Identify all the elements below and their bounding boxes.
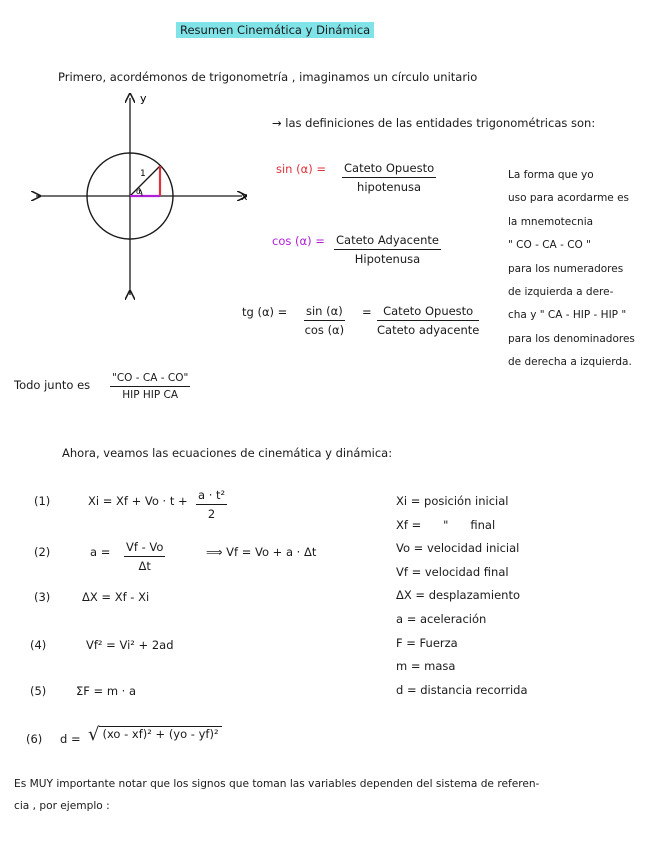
closing-line: cia , por ejemplo : bbox=[14, 800, 110, 812]
eq2-fraction bbox=[124, 540, 165, 573]
mnemonic-line: " CO - CA - CO " bbox=[508, 239, 591, 252]
eq1-numerator: a · t² bbox=[196, 488, 227, 505]
sin-fraction bbox=[342, 161, 436, 194]
tg-equals: = bbox=[362, 305, 372, 319]
equation-number: (4) bbox=[30, 638, 47, 652]
legend-item: d = distancia recorrida bbox=[396, 682, 528, 697]
todo-junto-fraction bbox=[110, 372, 190, 401]
mnemonic-line: para los numeradores bbox=[508, 262, 624, 275]
mnemonic-line: la mnemotecnia bbox=[508, 215, 594, 228]
equation-4: Vf² = Vi² + 2ad bbox=[86, 638, 174, 652]
sin-numerator: Cateto Opuesto bbox=[342, 161, 436, 178]
todo-junto-label: Todo junto es bbox=[14, 378, 91, 392]
legend-item: Vf = velocidad final bbox=[396, 564, 509, 579]
equation-number: (6) bbox=[26, 732, 43, 746]
tg-fraction-1 bbox=[304, 304, 345, 337]
equation-1: Xi = Xf + Vo · t + bbox=[88, 494, 188, 508]
mnemonic-line: para los denominadores bbox=[508, 332, 635, 345]
mnemonic-line: de derecha a izquierda. bbox=[508, 356, 632, 369]
tg-denominator-2: Cateto adyacente bbox=[377, 323, 480, 337]
tg-fraction-2 bbox=[377, 304, 479, 337]
legend-item: ΔX = desplazamiento bbox=[396, 588, 520, 603]
intro-text: Primero, acordémonos de trigonometría , imaginamos un círculo unitario bbox=[58, 70, 478, 84]
todo-junto-denominator: HIP HIP CA bbox=[122, 389, 179, 401]
equation-2: a = bbox=[90, 545, 111, 559]
eq2-denominator: Δt bbox=[138, 559, 151, 573]
sin-denominator: hipotenusa bbox=[357, 180, 422, 194]
equation-number: (5) bbox=[30, 684, 47, 698]
equation-5: ΣF = m · a bbox=[76, 684, 137, 698]
tg-numerator-1: sin (α) bbox=[304, 304, 345, 321]
equation-6: d = bbox=[60, 732, 81, 746]
equation-number: (1) bbox=[34, 494, 51, 508]
sin-lhs: sin (α) = bbox=[276, 162, 326, 176]
legend-item: a = aceleración bbox=[396, 611, 487, 626]
y-axis-label: y bbox=[140, 92, 147, 105]
cos-lhs: cos (α) = bbox=[272, 234, 325, 248]
variable-legend bbox=[396, 490, 528, 702]
legend-item: m = masa bbox=[396, 659, 456, 674]
legend-item: Xi = posición inicial bbox=[396, 494, 509, 508]
equation-number: (3) bbox=[34, 590, 51, 604]
eq1-fraction bbox=[196, 488, 227, 521]
unit-circle-diagram bbox=[30, 90, 260, 302]
todo-junto-numerator: "CO - CA - CO" bbox=[110, 372, 190, 387]
cos-fraction bbox=[334, 233, 441, 266]
equation-number: (2) bbox=[34, 545, 51, 559]
eq2-numerator: Vf - Vo bbox=[124, 540, 165, 557]
angle-label: α bbox=[136, 187, 142, 196]
mnemonic-block bbox=[508, 164, 635, 375]
x-axis-label: x bbox=[241, 190, 248, 203]
legend-item: F = Fuerza bbox=[396, 635, 458, 650]
mnemonic-line: de izquierda a dere- bbox=[508, 286, 614, 299]
cos-denominator: Hipotenusa bbox=[354, 252, 421, 266]
legend-item: Vo = velocidad inicial bbox=[396, 541, 520, 556]
eq6-radicand: (xo - xf)² + (yo - yf)² bbox=[99, 726, 221, 741]
tg-numerator-2: Cateto Opuesto bbox=[377, 304, 479, 321]
page-title: Resumen Cinemática y Dinámica bbox=[176, 22, 374, 38]
mnemonic-line: La forma que yo bbox=[508, 169, 594, 181]
definitions-intro: → las definiciones de las entidades trigonométricas son: bbox=[272, 116, 596, 130]
legend-item: Xf = " final bbox=[396, 517, 496, 532]
hypotenuse-label: 1 bbox=[140, 169, 146, 179]
eq6-root bbox=[88, 724, 222, 745]
equation-2-result: ⟹ Vf = Vo + a · Δt bbox=[206, 545, 317, 559]
cos-numerator: Cateto Adyacente bbox=[334, 233, 441, 250]
section-intro: Ahora, veamos las ecuaciones de cinemática y dinámica: bbox=[62, 446, 393, 460]
mnemonic-line: cha y " CA - HIP - HIP " bbox=[508, 309, 627, 322]
eq1-denominator: 2 bbox=[207, 507, 216, 521]
closing-line: Es MUY importante notar que los signos que toman las variables dependen del sistema de referen- bbox=[14, 778, 540, 790]
radical-icon: √ bbox=[88, 724, 100, 745]
mnemonic-line: uso para acordarme es bbox=[508, 192, 630, 205]
tg-lhs: tg (α) = bbox=[242, 305, 288, 319]
tg-denominator-1: cos (α) bbox=[304, 323, 345, 337]
equation-3: ΔX = Xf - Xi bbox=[82, 590, 150, 604]
